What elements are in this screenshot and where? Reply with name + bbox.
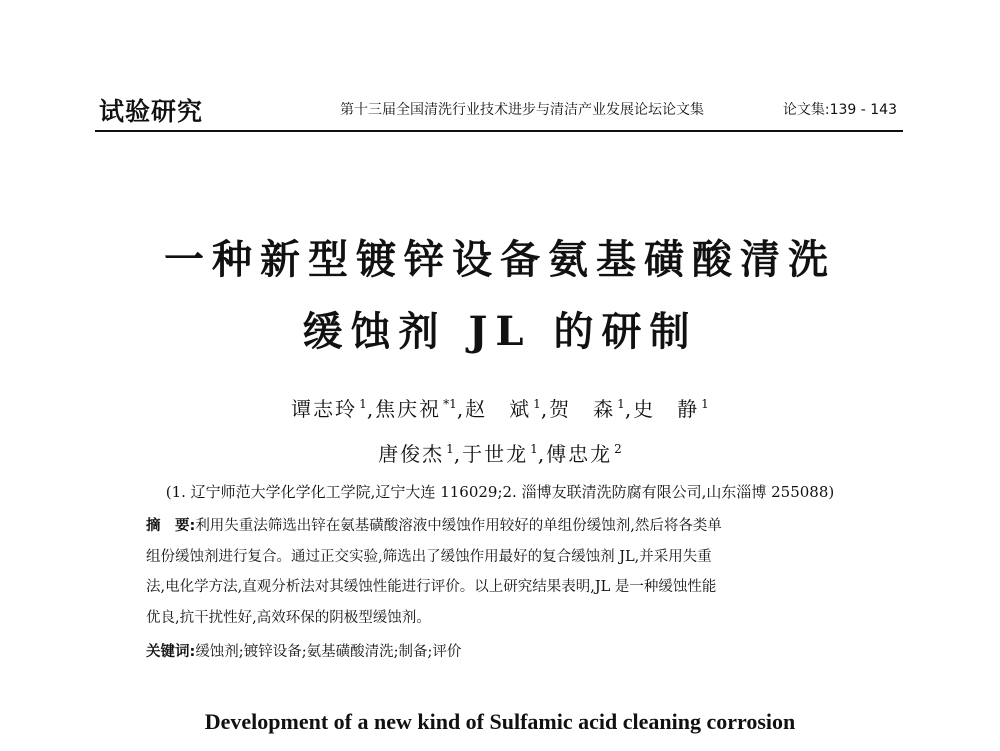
abstract-line: 组份缓蚀剂进行复合。通过正交实验,筛选出了缓蚀作用最好的复合缓蚀剂 JL,并采用失重 xyxy=(146,548,712,565)
author-affil-mark: 1 xyxy=(359,397,367,412)
author-line-1: 谭志玲 $^1$,焦庆祝 $^{*1}$,赵 斌 $^1$,贺 森 $^1$,史 静 $^1$ xyxy=(291,397,709,421)
abstract-text: 利用失重法筛选出锌在氨基磺酸溶液中缓蚀作用较好的单组份缓蚀剂,然后将各类单 xyxy=(195,518,722,534)
paper-title-line-1: 一种新型镀锌设备氨基磺酸清洗 xyxy=(164,236,836,283)
keywords-label: 关键词: xyxy=(146,644,196,660)
author-name: 焦庆祝 xyxy=(375,397,442,421)
author-affil-mark: 1 xyxy=(446,442,454,457)
keywords xyxy=(146,640,461,661)
author-name: 傅忠龙 xyxy=(546,442,613,466)
english-title: Development of a new kind of Sulfamic acid cleaning corrosion xyxy=(204,709,796,734)
abstract-line: 法,电化学方法,直观分析法对其缓蚀性能进行评价。以上研究结果表明,JL 是一种缓蚀性能 xyxy=(146,579,717,595)
abstract-line xyxy=(146,511,861,542)
author-name: 赵 斌 xyxy=(465,397,532,421)
abstract xyxy=(146,511,861,633)
author-line-2: 唐俊杰 $^1$,于世龙 $^1$,傅忠龙 $^2$ xyxy=(378,442,622,466)
author-affil-mark: 2 xyxy=(614,442,622,457)
author-name: 于世龙 xyxy=(462,442,529,466)
author-affil-mark: 1 xyxy=(530,442,538,457)
author-name: 史 静 xyxy=(633,397,700,421)
author-name: 贺 森 xyxy=(549,397,616,421)
keywords-text: 缓蚀剂;镀锌设备;氨基磺酸清洗;制备;评价 xyxy=(195,644,462,660)
paper-title-line-2: 缓蚀剂 JL 的研制 xyxy=(302,308,698,355)
author-name: 谭志玲 xyxy=(291,397,358,421)
page-range: 论文集:139 - 143 xyxy=(782,102,897,118)
abstract-line: 优良,抗干扰性好,高效环保的阴极型缓蚀剂。 xyxy=(146,609,431,626)
author-affil-mark: 1 xyxy=(617,397,625,412)
author-name: 唐俊杰 xyxy=(378,442,445,466)
abstract-label: 摘 要: xyxy=(146,518,196,534)
section-label: 试验研究 xyxy=(99,97,204,126)
affiliations: (1. 辽宁师范大学化学化工学院,辽宁大连 116029;2. 淄博友联清洗防腐有限公司,山东淄博 255088) xyxy=(165,483,835,501)
page-header xyxy=(95,92,903,132)
conference-name: 第十三届全国清洗行业技术进步与清洁产业发展论坛论文集 xyxy=(340,102,704,118)
author-affil-mark: *1 xyxy=(443,397,457,412)
author-affil-mark: 1 xyxy=(533,397,541,412)
author-affil-mark: 1 xyxy=(701,397,709,412)
